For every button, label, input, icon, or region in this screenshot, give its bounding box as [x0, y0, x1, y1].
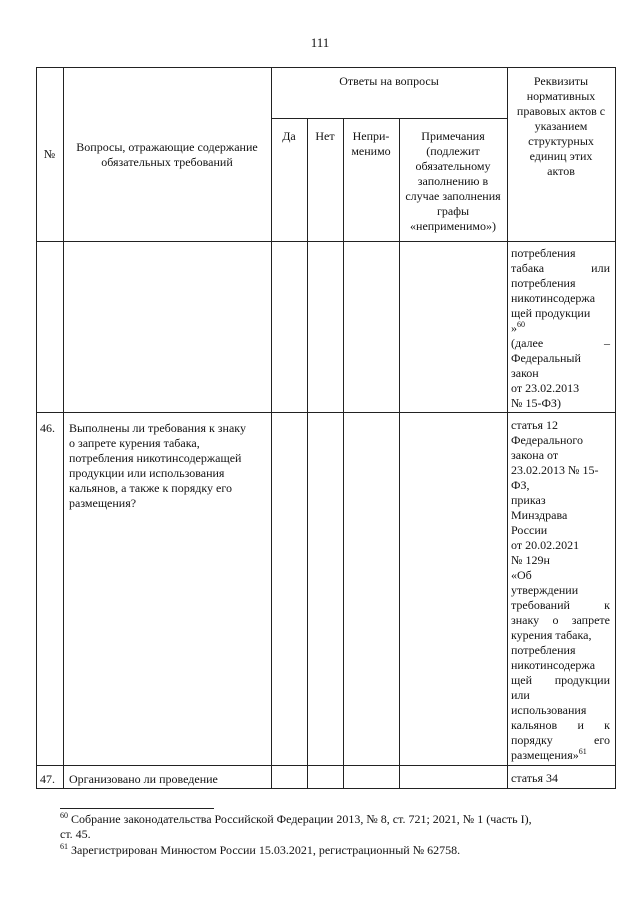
r46-req-line: кальянов и к	[511, 718, 610, 732]
r46-req-line: приказ	[511, 493, 546, 507]
r46-req-line: 23.02.2013 № 15-	[511, 463, 599, 477]
r46-req-line: потребления	[511, 643, 576, 657]
r46-req-line: от 20.02.2021	[511, 538, 580, 552]
cont-req-line: закон	[511, 366, 539, 380]
q46-line: потребления никотинсодержащей	[69, 451, 242, 465]
header-notes	[399, 129, 507, 234]
q46-line: Выполнены ли требования к знаку	[69, 421, 246, 435]
footnote-60: $^{60}$ Собрание законодательства Российской Федерации 2013, № 8, ст. 721; 2021, № 1 (часть I), ст. 45.	[60, 811, 532, 841]
r46-req-line: щей продукции	[511, 673, 610, 687]
notes-hdr-line: графы	[436, 204, 470, 218]
header-question: Вопросы, отражающие содержание обязательных требований	[76, 140, 258, 169]
cont-req-line: щей продукции	[511, 306, 591, 320]
r46-req-line: России	[511, 523, 548, 537]
r46-req-line: порядку его	[511, 733, 610, 747]
r46-req-line: утверждении	[511, 583, 579, 597]
header-answers: Ответы на вопросы	[339, 74, 439, 88]
row46-question	[69, 421, 269, 511]
r46-req-line: знаку о запрете	[511, 613, 610, 627]
row47-question: Организовано ли проведение	[69, 772, 218, 786]
cont-req-line: № 15-ФЗ)	[511, 396, 561, 410]
r46-req-line: Федерального	[511, 433, 584, 447]
row47-num: 47.	[40, 772, 55, 786]
q46-line: кальянов, а также к порядку его	[69, 481, 232, 495]
r46-req-line: или	[511, 688, 530, 702]
notes-hdr-line: случае заполнения	[405, 189, 501, 203]
header-num: №	[43, 147, 56, 161]
r46-req-line: ФЗ,	[511, 478, 530, 492]
notes-hdr-line: (подлежит	[426, 144, 480, 158]
req-hdr-line: нормативных	[526, 89, 596, 103]
req-hdr-line: правовых актов с	[516, 104, 606, 118]
r46-req-line: № 129н	[511, 553, 550, 567]
cont-req-line: табака или	[511, 261, 610, 275]
notes-hdr-line: «неприменимо»)	[410, 219, 496, 233]
cont-req-line: никотинсодержа	[511, 291, 596, 305]
page-number: 111	[310, 35, 330, 50]
footnote-61: $^{61}$ Зарегистрирован Минюстом России 15.03.2021, регистрационный № 62758.	[60, 842, 461, 857]
r46-req-line: курения табака,	[511, 628, 592, 642]
q46-line: продукции или использования	[69, 466, 225, 480]
cont-req-line: потребления	[511, 276, 576, 290]
notes-hdr-line: Примечания	[421, 129, 485, 143]
header-not-applicable: Непри- менимо	[351, 129, 391, 158]
r46-req-line: размещения»$^{61}$	[511, 747, 587, 762]
cont-req-line: »$^{60}$	[511, 320, 525, 335]
r46-req-line: использования	[511, 703, 587, 717]
row46-requisites	[511, 418, 610, 763]
footnote-separator	[60, 808, 214, 809]
req-hdr-line: актов	[547, 164, 575, 178]
notes-hdr-line: обязательному	[415, 159, 491, 173]
r46-req-line: требований к	[511, 598, 610, 612]
row47-requisites: статья 34	[511, 771, 558, 785]
req-hdr-line: структурных	[528, 134, 594, 148]
header-requisites	[507, 74, 615, 179]
q46-line: о запрете курения табака,	[69, 436, 200, 450]
req-hdr-line: Реквизиты	[533, 74, 589, 88]
header-no: Нет	[315, 129, 335, 143]
r46-req-line: Минздрава	[511, 508, 568, 522]
cont-req-line: Федеральный	[511, 351, 581, 365]
cont-req-line: потребления	[511, 246, 576, 260]
r46-req-line: никотинсодержа	[511, 658, 596, 672]
req-hdr-line: указанием	[534, 119, 588, 133]
row46-num: 46.	[40, 421, 55, 435]
req-hdr-line: единиц этих	[529, 149, 593, 163]
r46-req-line: статья 12	[511, 418, 558, 432]
cont-req-line: от 23.02.2013	[511, 381, 580, 395]
notes-hdr-line: заполнению в	[417, 174, 489, 188]
q46-line: размещения?	[69, 496, 137, 510]
cont-req-line: (далее –	[511, 336, 610, 350]
header-yes: Да	[282, 129, 296, 143]
row-cont-requisites	[511, 246, 610, 411]
r46-req-line: «Об	[511, 568, 532, 582]
r46-req-line: закона от	[511, 448, 559, 462]
